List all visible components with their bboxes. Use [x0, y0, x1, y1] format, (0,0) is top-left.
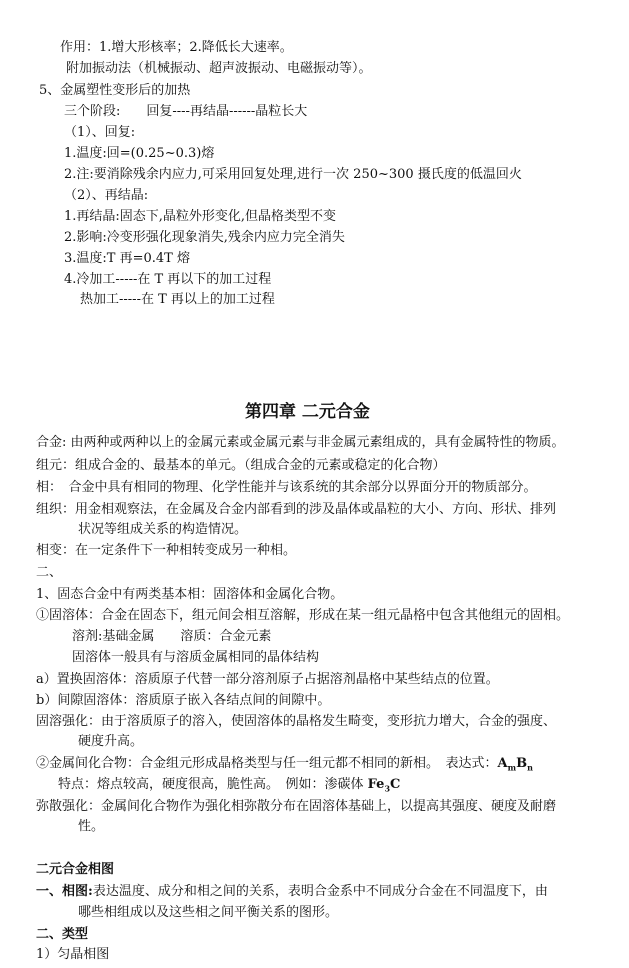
- recrystallization-item-3: 3.温度:T 再=0.4T 熔: [64, 251, 190, 266]
- solid-solution-definition: ①固溶体：合金在固态下，组元间会相互溶解，形成在某一组元晶格中包含其他组元的固相。: [36, 608, 570, 623]
- intermetallic-text: ②金属间化合物：合金组元形成晶格类型与任一组元都不相同的新相。 表达式：: [36, 756, 498, 771]
- structure-definition: 组织：用金相观察法，在金属及合金内部看到的涉及晶体或晶粒的大小、方向、形状、排列: [36, 502, 557, 517]
- solvent-solute-line: 溶剂:基础金属 溶质：合金元素: [72, 629, 272, 644]
- interstitial-solid-solution: b）间隙固溶体：溶质原子嵌入各结点间的间隙中。: [36, 693, 331, 708]
- chapter-title: 第四章 二元合金: [245, 402, 370, 422]
- recrystallization-title: （2）、再结晶:: [64, 188, 149, 203]
- phase-definition: 相： 合金中具有相同的物理、化学性能并与该系统的其余部分以界面分开的物质部分。: [36, 480, 537, 495]
- solid-solution-strengthening-cont: 硬度升高。: [78, 734, 144, 749]
- basic-phases-line: 1、固态合金中有两类基本相：固溶体和金属化合物。: [36, 587, 344, 602]
- cementite-c: C: [390, 777, 401, 792]
- types-heading: 二、类型: [36, 927, 89, 942]
- cementite-3: 3: [384, 783, 391, 794]
- formula-a: A: [497, 756, 508, 771]
- structure-definition-cont: 状况等组成关系的构造情况。: [78, 522, 248, 537]
- features-text: 特点：熔点较高，硬度很高，脆性高。 例如：渗碳体: [58, 777, 364, 792]
- component-definition: 组元：组成合金的、最基本的单元。（组成合金的元素或稳定的化合物）: [36, 458, 446, 473]
- formula-n: n: [527, 762, 533, 773]
- formula-m: m: [507, 762, 517, 773]
- phase-diagram-definition-cont: 哪些相组成以及这些相之间平衡关系的图形。: [78, 905, 339, 920]
- phase-diagram-label: 一、相图:: [36, 884, 93, 899]
- solid-solution-structure: 固溶体一般具有与溶质金属相同的晶体结构: [72, 650, 320, 665]
- recrystallization-item-1: 1.再结晶:固态下,晶粒外形变化,但晶格类型不变: [64, 209, 337, 224]
- dispersion-strengthening: 弥散强化：金属间化合物作为强化相弥散分布在固溶体基础上，以提高其强度、硬度及耐磨: [36, 799, 557, 814]
- recovery-item-1: 1.温度:回=(0.25~0.3)熔: [64, 146, 215, 161]
- substitutional-solid-solution: a）置换固溶体：溶质原子代替一部分溶剂原子占据溶剂晶格中某些结点的位置。: [36, 672, 499, 687]
- section-5-heading: 5、金属塑性变形后的加热: [39, 83, 191, 98]
- recrystallization-item-2: 2.影响:冷变形强化现象消失,残余内应力完全消失: [64, 230, 345, 245]
- phase-diagram-heading: 二元合金相图: [36, 862, 115, 877]
- cementite-fe: Fe: [367, 777, 385, 792]
- section-two-marker: 二、: [36, 565, 63, 580]
- effect-line: 作用：1.增大形核率；2.降低长大速率。: [60, 40, 293, 55]
- recrystallization-item-4: 4.冷加工-----在 T 再以下的加工过程: [64, 272, 272, 287]
- phase-change-definition: 相变：在一定条件下一种相转变成另一种相。: [36, 543, 297, 558]
- formula-b: B: [516, 756, 528, 771]
- three-stages-line: 三个阶段: 回复----再结晶------晶粒长大: [64, 104, 308, 119]
- phase-diagram-definition-text: 表达温度、成分和相之间的关系，表明合金系中不同成分合金在不同温度下，由: [92, 884, 548, 899]
- vibration-line: 附加振动法（机械振动、超声波振动、电磁振动等）。: [66, 61, 372, 76]
- phase-diagram-definition: [36, 882, 548, 902]
- alloy-definition: 合金: 由两种或两种以上的金属元素或金属元素与非金属元素组成的，具有金属特性的物质。: [36, 435, 565, 450]
- solid-solution-strengthening: 固溶强化：由于溶质原子的溶入，使固溶体的晶格发生畸变，变形抗力增大，合金的强度、: [36, 714, 557, 729]
- recovery-title: （1）、回复:: [64, 125, 136, 140]
- recovery-item-2: 2.注:要消除残余内应力,可采用回复处理,进行一次 250~300 摄氏度的低温回火: [64, 167, 522, 182]
- dispersion-strengthening-cont: 性。: [78, 819, 105, 834]
- features-line: [58, 775, 400, 799]
- type-item-1: 1）匀晶相图: [36, 947, 110, 962]
- recrystallization-item-5: 热加工-----在 T 再以上的加工过程: [80, 292, 275, 307]
